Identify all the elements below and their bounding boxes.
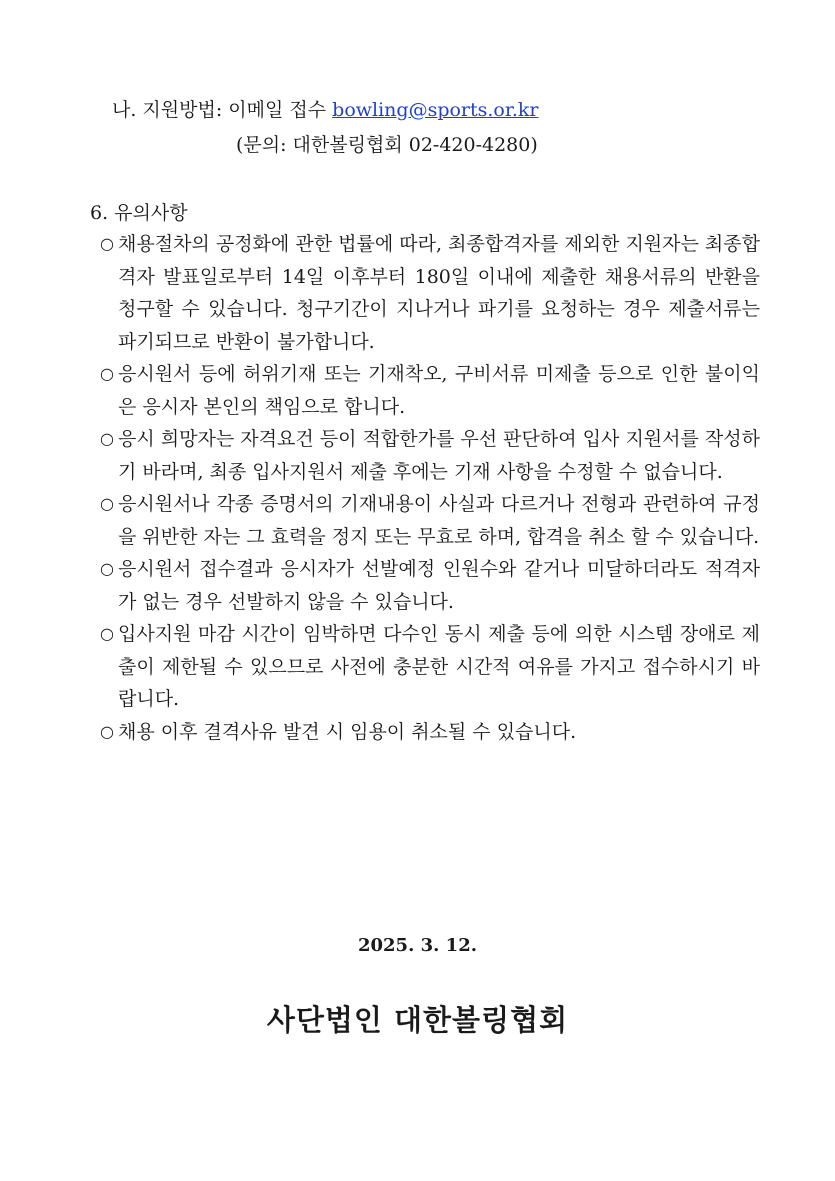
note-item [92, 228, 760, 358]
note-text: 응시 희망자는 자격요건 등이 적합한가를 우선 판단하여 입사 지원서를 작성하기 바라며, 최종 입사지원서 제출 후에는 기재 사항을 수정할 수 없습니다. [118, 428, 760, 483]
note-item [92, 358, 760, 423]
application-email-link[interactable]: bowling@sports.or.kr [332, 99, 539, 121]
note-item [92, 423, 760, 488]
bullet-icon: ○ [100, 494, 114, 513]
bullet-icon: ○ [100, 429, 114, 448]
note-item [92, 618, 760, 716]
application-method-label: 나. 지원방법: 이메일 접수 [112, 99, 327, 121]
note-text: 채용절차의 공정화에 관한 법률에 따라, 최종합격자를 제외한 지원자는 최종합격자 발표일로부터 14일 이후부터 180일 이내에 제출한 채용서류의 반환을 청구할 수 있습니다. 청구기간이 지나거나 파기를 요청하는 경우 제출서류는 파기되므로 반환이 불가합니다. [118, 233, 760, 353]
bullet-icon: ○ [100, 721, 114, 741]
bullet-icon: ○ [100, 364, 114, 383]
note-item [92, 553, 760, 618]
section-heading: 6. 유의사항 [90, 202, 188, 224]
bullet-icon: ○ [100, 234, 114, 253]
note-item [92, 716, 760, 749]
note-item [92, 488, 760, 553]
document-date: 2025. 3. 12. [357, 935, 477, 956]
bullet-icon: ○ [100, 624, 114, 643]
contact-info: (문의: 대한볼링협회 02-420-4280) [236, 134, 538, 156]
organization-name: 사단법인 대한볼링협회 [266, 1003, 569, 1037]
note-text: 입사지원 마감 시간이 임박하면 다수인 동시 제출 등에 의한 시스템 장애로 제출이 제한될 수 있으므로 사전에 충분한 시간적 여유를 가지고 접수하시기 바랍니다. [118, 623, 760, 710]
note-text: 채용 이후 결격사유 발견 시 임용이 취소될 수 있습니다. [118, 720, 577, 743]
notes-list [92, 228, 760, 748]
bullet-icon: ○ [100, 559, 114, 578]
note-text: 응시원서 등에 허위기재 또는 기재착오, 구비서류 미제출 등으로 인한 불이익은 응시자 본인의 책임으로 합니다. [118, 363, 760, 418]
note-text: 응시원서 접수결과 응시자가 선발예정 인원수와 같거나 미달하더라도 적격자가 없는 경우 선발하지 않을 수 있습니다. [118, 558, 760, 613]
note-text: 응시원서나 각종 증명서의 기재내용이 사실과 다르거나 전형과 관련하여 규정을 위반한 자는 그 효력을 정지 또는 무효로 하며, 합격을 취소 할 수 있습니다. [118, 493, 760, 548]
application-method-line [112, 98, 539, 122]
